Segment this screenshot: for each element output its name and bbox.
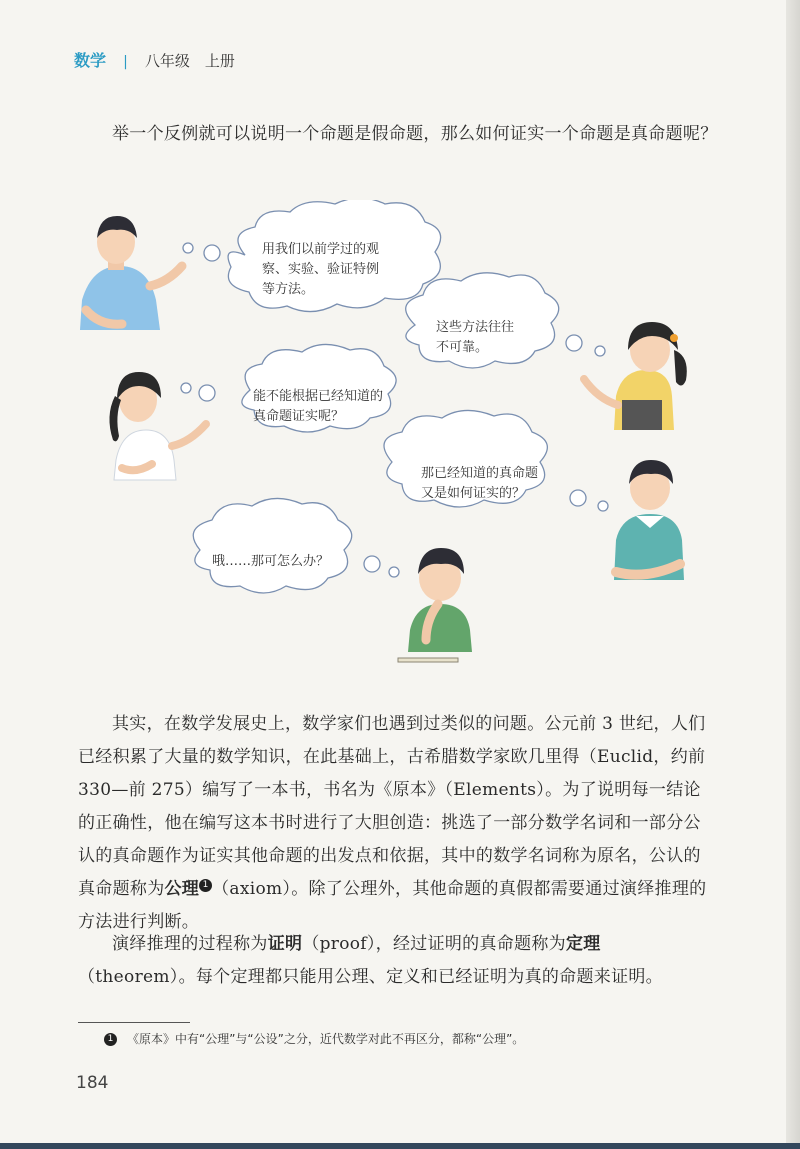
footnote-text: 《原本》中有“公理”与“公设”之分，近代数学对此不再区分，都称“公理”。	[127, 1032, 525, 1046]
definition-paragraph	[78, 928, 718, 994]
header-separator: |	[123, 54, 128, 70]
footnote-ref-1[interactable]: 1	[199, 879, 212, 892]
speech-line: 又是如何证实的？	[421, 486, 526, 501]
speech-line: 哦……那可怎么办？	[212, 554, 330, 569]
p1-text-a: 其实，在数学发展史上，数学家们也遇到过类似的问题。公元前 3 世纪，人们已经积累了大量的数学知识，在此基础上，古希腊数学家欧几里得（Euclid，约前 330—前 275）编写了一本书，书名为《原本》（Elements）。为了说明每一结论的正确性，他在编写这本书时进行了大胆创造：挑选了一部分数学名词和一部分公认的真命题作为证实其他命题的出发点和依据，其中的数学名词称为原名，公认的真命题称为	[78, 714, 706, 899]
term-axiom: 公理	[164, 879, 200, 899]
thought-bubble-5	[193, 498, 399, 593]
speech-3	[253, 387, 383, 427]
speech-line: 能不能根据已经知道的	[253, 389, 384, 404]
p2-text-b: （proof），经过证明的真命题称为	[302, 934, 566, 954]
speech-line: 察、实验、验证特例	[262, 262, 380, 277]
p2-text-a: 演绎推理的过程称为	[112, 934, 268, 954]
speech-line: 那已经知道的真命题	[421, 466, 539, 481]
scanner-bottom-edge	[0, 1143, 800, 1149]
term-theorem: 定理	[565, 934, 601, 954]
speech-4	[421, 464, 538, 504]
header-subject: 数学	[74, 51, 107, 70]
girl-yellow-shirt-illustration	[584, 322, 687, 430]
boy-green-shirt-illustration	[398, 548, 472, 662]
footnote-mark: 1	[104, 1033, 117, 1046]
p2-text-c: （theorem）。每个定理都只能用公理、定义和已经证明为真的命题来证明。	[78, 967, 663, 987]
boy-blue-shirt-illustration	[80, 216, 182, 330]
speech-line: 真命题证实呢？	[253, 409, 345, 424]
history-paragraph	[78, 708, 718, 939]
dialogue-illustration	[0, 200, 800, 680]
speech-5	[212, 552, 329, 572]
footnote-divider	[78, 1022, 190, 1023]
illustration-svg	[0, 200, 800, 680]
speech-line: 等方法。	[262, 282, 315, 297]
intro-paragraph: 举一个反例就可以说明一个命题是假命题，那么如何证实一个命题是真命题呢？	[112, 124, 718, 144]
speech-2	[436, 318, 514, 358]
term-proof: 证明	[267, 934, 303, 954]
page-number: 184	[76, 1073, 109, 1093]
page-header	[74, 48, 235, 72]
speech-line: 用我们以前学过的观	[262, 242, 380, 257]
boy-teal-shirt-illustration	[614, 460, 684, 580]
p1-text-b: （axiom）。除了公理外，其他命题的真假都需要通过演绎推理的方法进行判断。	[78, 879, 707, 932]
speech-line: 不可靠。	[436, 340, 489, 355]
footnote	[104, 1030, 524, 1047]
header-grade: 八年级 上册	[144, 52, 235, 70]
speech-line: 这些方法往往	[436, 320, 515, 335]
speech-1	[262, 240, 379, 300]
